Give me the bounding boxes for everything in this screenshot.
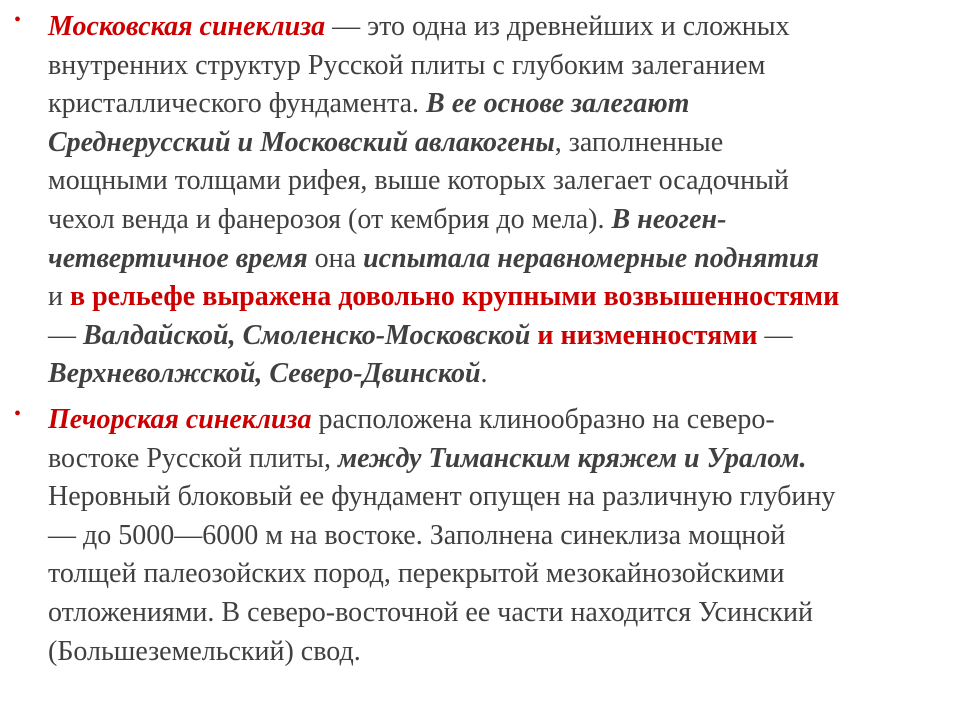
text-run: — xyxy=(757,319,793,351)
text-run: расположена клинообразно на северо- xyxy=(311,404,775,435)
text-run: востоке Русской плиты, xyxy=(48,442,338,474)
text-run: . xyxy=(480,358,488,390)
text-run: — это одна из древнейших и сложных xyxy=(325,11,790,42)
text-line: Неровный блоковый ее фундамент опущен на различную глубину xyxy=(48,481,836,513)
highlight-text: и низменностями xyxy=(530,319,758,351)
term-moscow-syneclise: Московская синеклиза xyxy=(48,11,326,42)
text-line xyxy=(48,401,953,440)
emphasis-text: Валдайской, Смоленско-Московской xyxy=(83,319,531,351)
text-run: — xyxy=(48,319,83,351)
term-pechora-syneclise: Печорская синеклиза xyxy=(48,404,312,435)
emphasis-text: испытала неравномерные поднятия xyxy=(363,242,820,274)
text-line: отложениями. В северо-восточной ее части находится Усинский xyxy=(48,596,813,628)
text-run: она xyxy=(307,242,364,274)
text-line: толщей палеозойских пород, перекрытой мезокайнозойскими xyxy=(48,558,785,590)
text-run: , заполненные xyxy=(554,126,724,158)
paragraph-moscow-syneclise xyxy=(48,8,953,394)
text-line xyxy=(48,317,953,356)
emphasis-text: четвертичное время xyxy=(48,242,308,274)
text-line xyxy=(48,124,953,163)
text-line xyxy=(48,8,953,47)
text-line: мощными толщами рифея, выше которых залегает осадочный xyxy=(48,165,789,197)
text-line: внутренних структур Русской плиты с глубоким залеганием xyxy=(48,49,766,81)
paragraph-pechora-syneclise xyxy=(48,401,953,671)
emphasis-text: между Тиманским кряжем и Уралом. xyxy=(337,442,807,474)
text-line xyxy=(48,440,953,479)
text-run: чехол венда и фанерозоя (от кембрия до мела). xyxy=(48,203,612,235)
text-line xyxy=(48,240,953,279)
text-line: — до 5000—6000 м на востоке. Заполнена синеклиза мощной xyxy=(48,519,786,551)
text-run: и xyxy=(48,281,70,313)
text-line xyxy=(48,278,953,317)
text-line: (Большеземельский) свод. xyxy=(48,635,361,667)
emphasis-text: В ее основе залегают xyxy=(426,88,690,120)
text-line xyxy=(48,355,953,394)
bullet-dot-icon: • xyxy=(14,403,22,425)
emphasis-text: В неоген- xyxy=(611,203,727,235)
emphasis-text: Среднерусский и Московский авлакогены xyxy=(48,126,555,158)
text-run: кристаллического фундамента. xyxy=(48,88,427,120)
highlight-text: в рельефе выражена довольно крупными возвышенностями xyxy=(69,281,840,313)
text-line xyxy=(48,201,953,240)
text-line xyxy=(48,85,953,124)
emphasis-text: Верхневолжской, Северо-Двинской xyxy=(48,358,481,390)
bullet-dot-icon: • xyxy=(14,9,22,31)
